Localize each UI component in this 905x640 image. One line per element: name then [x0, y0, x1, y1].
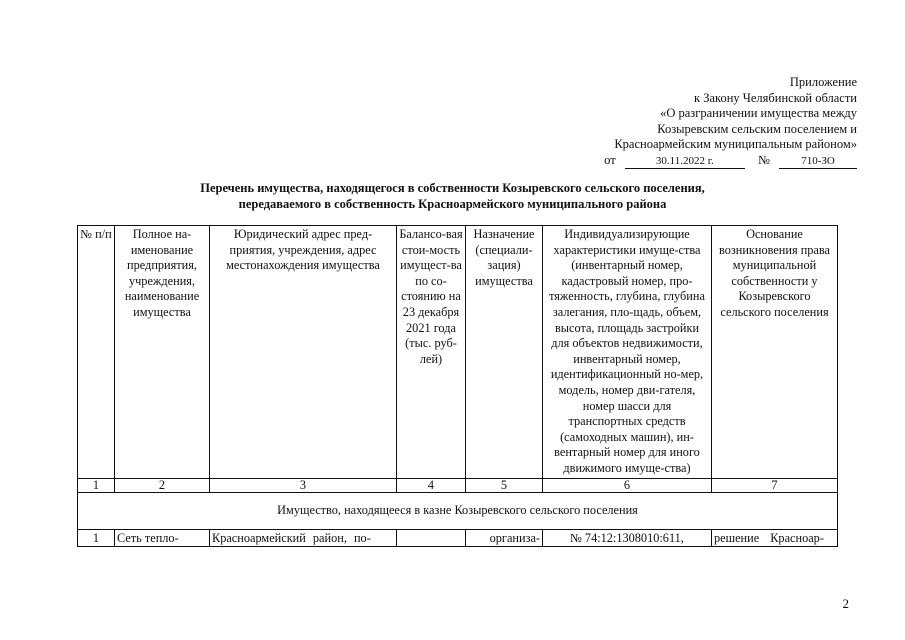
header-cell-basis: Основание возникновения права муниципальной собственности у Козыревского сельского поселения	[712, 226, 838, 479]
table-row	[78, 529, 838, 546]
header-cell-num: № п/п	[78, 226, 115, 479]
date-prefix: от	[604, 152, 616, 167]
annex-line: «О разграничении имущества между	[660, 106, 857, 121]
column-number-row	[78, 478, 838, 492]
header-cell-value: Балансо-вая стои-мость имущест-ва по со-стоянию на 23 декабря 2021 года (тыс. руб-лей)	[397, 226, 466, 479]
table-cell: организа-	[466, 529, 543, 546]
number-prefix: №	[757, 152, 770, 167]
title-line: передаваемого в собственность Красноармейского муниципального района	[238, 197, 667, 211]
number-value: 710-ЗО	[779, 155, 857, 169]
column-number: 2	[115, 478, 210, 492]
property-table	[77, 225, 838, 547]
column-number: 5	[466, 478, 543, 492]
annex-line: Приложение	[789, 75, 857, 89]
table-cell: Сеть тепло-	[115, 529, 210, 546]
date-value: 30.11.2022 г.	[625, 155, 745, 169]
header-cell-address: Юридический адрес пред-приятия, учреждения, адрес местонахождения имущества	[210, 226, 397, 479]
table-cell: решение Красноар-	[712, 529, 838, 546]
annex-block	[527, 75, 857, 169]
column-number: 4	[397, 478, 466, 492]
column-number: 7	[712, 478, 838, 492]
title-line: Перечень имущества, находящегося в собственности Козыревского сельского поселения,	[200, 181, 705, 195]
header-cell-name: Полное на-именование предприятия, учреждения, наименование имущества	[115, 226, 210, 479]
header-cell-purpose: Назначение (специали-зация) имущества	[466, 226, 543, 479]
header-row	[78, 226, 838, 479]
table-cell: Красноармейский район, по-	[210, 529, 397, 546]
column-number: 1	[78, 478, 115, 492]
annex-line: Козыревским сельским поселением и	[657, 121, 857, 136]
table-cell: 1	[78, 529, 115, 546]
section-title: Имущество, находящееся в казне Козыревского сельского поселения	[78, 492, 838, 529]
column-number: 6	[543, 478, 712, 492]
annex-line: Красноармейским муниципальным районом»	[614, 137, 857, 152]
page-number: 2	[842, 596, 849, 611]
column-number: 3	[210, 478, 397, 492]
header-cell-characteristics: Индивидуализирующие характеристики имуще-ства (инвентарный номер, кадастровый номер, про-тяженность, глубина, глубина залегания, пло-щадь, объем, высота, площадь застройки для объектов недвижимости, инвентарный номер, идентификационный но-мер, модель, номер дви-гателя, номер шасси для транспортных средств (самоходных машин), ин-вентарный номер для иного движимого имуще-ства)	[543, 226, 712, 479]
document-title	[0, 180, 905, 212]
annex-line: к Закону Челябинской области	[694, 90, 857, 105]
section-row	[78, 492, 838, 529]
table-cell: № 74:12:1308010:611,	[543, 529, 712, 546]
table-cell	[397, 529, 466, 546]
annex-date-line	[527, 153, 857, 169]
